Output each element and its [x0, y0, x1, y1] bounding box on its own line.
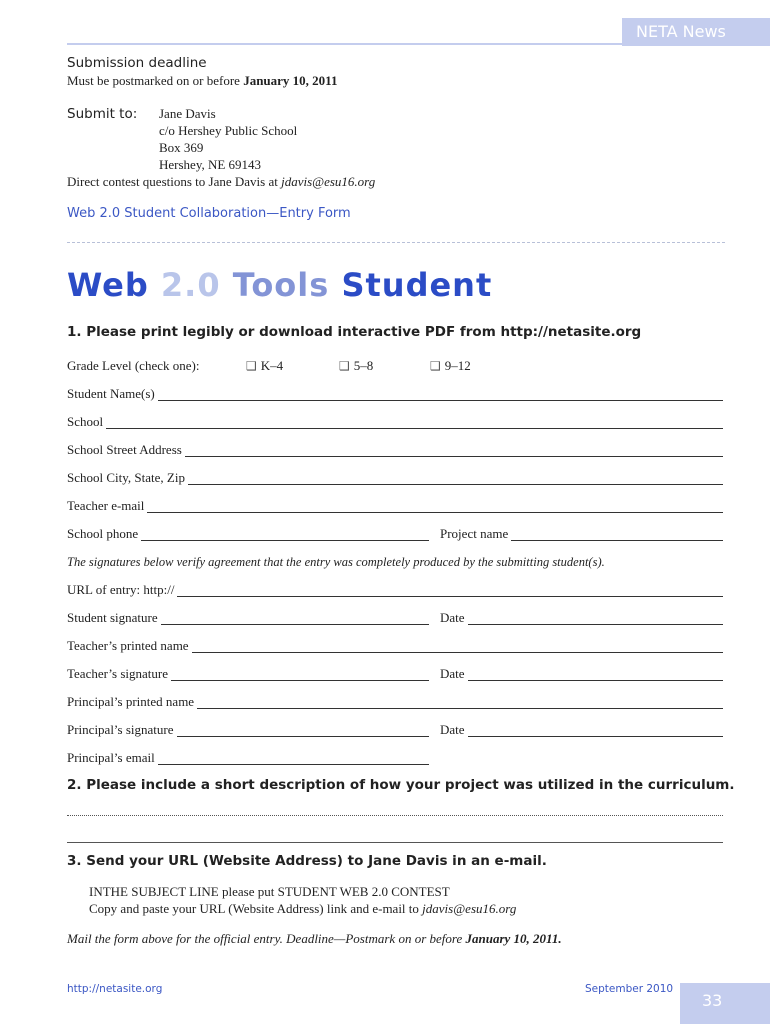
description-line[interactable]	[67, 842, 723, 843]
project-name-field[interactable]: Project name	[440, 527, 723, 541]
principal-printed-name-line[interactable]	[197, 699, 723, 709]
footer-date: September 2010	[585, 983, 674, 995]
address-line: Box 369	[159, 140, 204, 155]
project-name-line[interactable]	[511, 531, 723, 541]
principal-date-field[interactable]: Date	[440, 723, 723, 737]
teacher-printed-name-field[interactable]: Teacher’s printed name	[67, 639, 723, 653]
school-phone-field[interactable]: School phone	[67, 527, 429, 541]
school-phone-line[interactable]	[141, 531, 429, 541]
submit-label: Submit to:	[67, 106, 138, 122]
teacher-date-line[interactable]	[468, 671, 723, 681]
student-date-line[interactable]	[468, 615, 723, 625]
mail-deadline-date: January 10, 2011.	[465, 931, 562, 946]
url-field[interactable]: URL of entry: http://	[67, 583, 723, 597]
principal-signature-line[interactable]	[177, 727, 429, 737]
section-tab	[622, 18, 770, 46]
footer-url[interactable]: http://netasite.org	[67, 983, 163, 995]
student-signature-line[interactable]	[161, 615, 429, 625]
section-1-heading: 1. Please print legibly or download interactive PDF from http://netasite.org	[67, 324, 642, 340]
school-field[interactable]: School	[67, 415, 723, 429]
url-line[interactable]	[177, 587, 723, 597]
contest-questions: Direct contest questions to Jane Davis at jdavis@esu16.org	[67, 174, 376, 189]
city-state-zip-field[interactable]: School City, State, Zip	[67, 471, 723, 485]
checkbox-icon[interactable]: ❑	[430, 359, 441, 373]
grade-label: Grade Level (check one):	[67, 358, 200, 373]
principal-email-field[interactable]: Principal’s email	[67, 751, 429, 765]
address-line: Hershey, NE 69143	[159, 157, 262, 172]
grade-option-912[interactable]: ❑ 9–12	[430, 358, 471, 373]
header-rule	[67, 43, 770, 45]
checkbox-icon[interactable]: ❑	[339, 359, 350, 373]
dashed-divider	[67, 242, 725, 243]
mail-note: Mail the form above for the official entry. Deadline—Postmark on or before January 10, 2011.	[67, 931, 562, 946]
grade-option-k4[interactable]: ❑ K–4	[246, 358, 284, 373]
section-2-heading: 2. Please include a short description of how your project was utilized in the curriculum.	[67, 777, 735, 793]
description-line[interactable]	[67, 815, 723, 816]
address-line: c/o Hershey Public School	[159, 123, 298, 138]
teacher-signature-field[interactable]: Teacher’s signature	[67, 667, 429, 681]
principal-email-line[interactable]	[158, 755, 429, 765]
email-link[interactable]: jdavis@esu16.org	[422, 901, 517, 916]
deadline-date: January 10, 2011	[243, 73, 338, 88]
contest-email-link[interactable]: jdavis@esu16.org	[281, 174, 376, 189]
teacher-email-line[interactable]	[147, 503, 723, 513]
principal-signature-field[interactable]: Principal’s signature	[67, 723, 429, 737]
copy-paste-instruction: Copy and paste your URL (Website Address) link and e-mail to jdavis@esu16.org	[89, 901, 517, 916]
street-address-field[interactable]: School Street Address	[67, 443, 723, 457]
address-name: Jane Davis	[159, 106, 216, 121]
form-heading: Web 2.0 Student Collaboration—Entry Form	[67, 206, 351, 221]
student-signature-field[interactable]: Student signature	[67, 611, 429, 625]
subject-line-instruction: INTHE SUBJECT LINE please put STUDENT WEB 2.0 CONTEST	[89, 884, 450, 899]
section-3-heading: 3. Send your URL (Website Address) to Jane Davis in an e-mail.	[67, 853, 547, 869]
page-number: 33	[702, 991, 723, 1010]
checkbox-icon[interactable]: ❑	[246, 359, 257, 373]
principal-printed-name-field[interactable]: Principal’s printed name	[67, 695, 723, 709]
teacher-signature-line[interactable]	[171, 671, 429, 681]
teacher-printed-name-line[interactable]	[192, 643, 723, 653]
section-title: NETA News	[636, 22, 726, 41]
deadline-text: Must be postmarked on or before January 10, 2011	[67, 73, 338, 88]
student-names-field[interactable]: Student Name(s)	[67, 387, 723, 401]
city-state-zip-line[interactable]	[188, 475, 723, 485]
page-title: Web 2.0 Tools Student	[67, 266, 493, 304]
teacher-email-field[interactable]: Teacher e-mail	[67, 499, 723, 513]
deadline-heading: Submission deadline	[67, 55, 207, 71]
grade-option-58[interactable]: ❑ 5–8	[339, 358, 374, 373]
teacher-date-field[interactable]: Date	[440, 667, 723, 681]
student-names-line[interactable]	[158, 391, 723, 401]
student-date-field[interactable]: Date	[440, 611, 723, 625]
street-address-line[interactable]	[185, 447, 723, 457]
page-number-box	[680, 983, 770, 1024]
principal-date-line[interactable]	[468, 727, 723, 737]
signature-note: The signatures below verify agreement that the entry was completely produced by the submitting student(s).	[67, 555, 605, 569]
school-line[interactable]	[106, 419, 723, 429]
